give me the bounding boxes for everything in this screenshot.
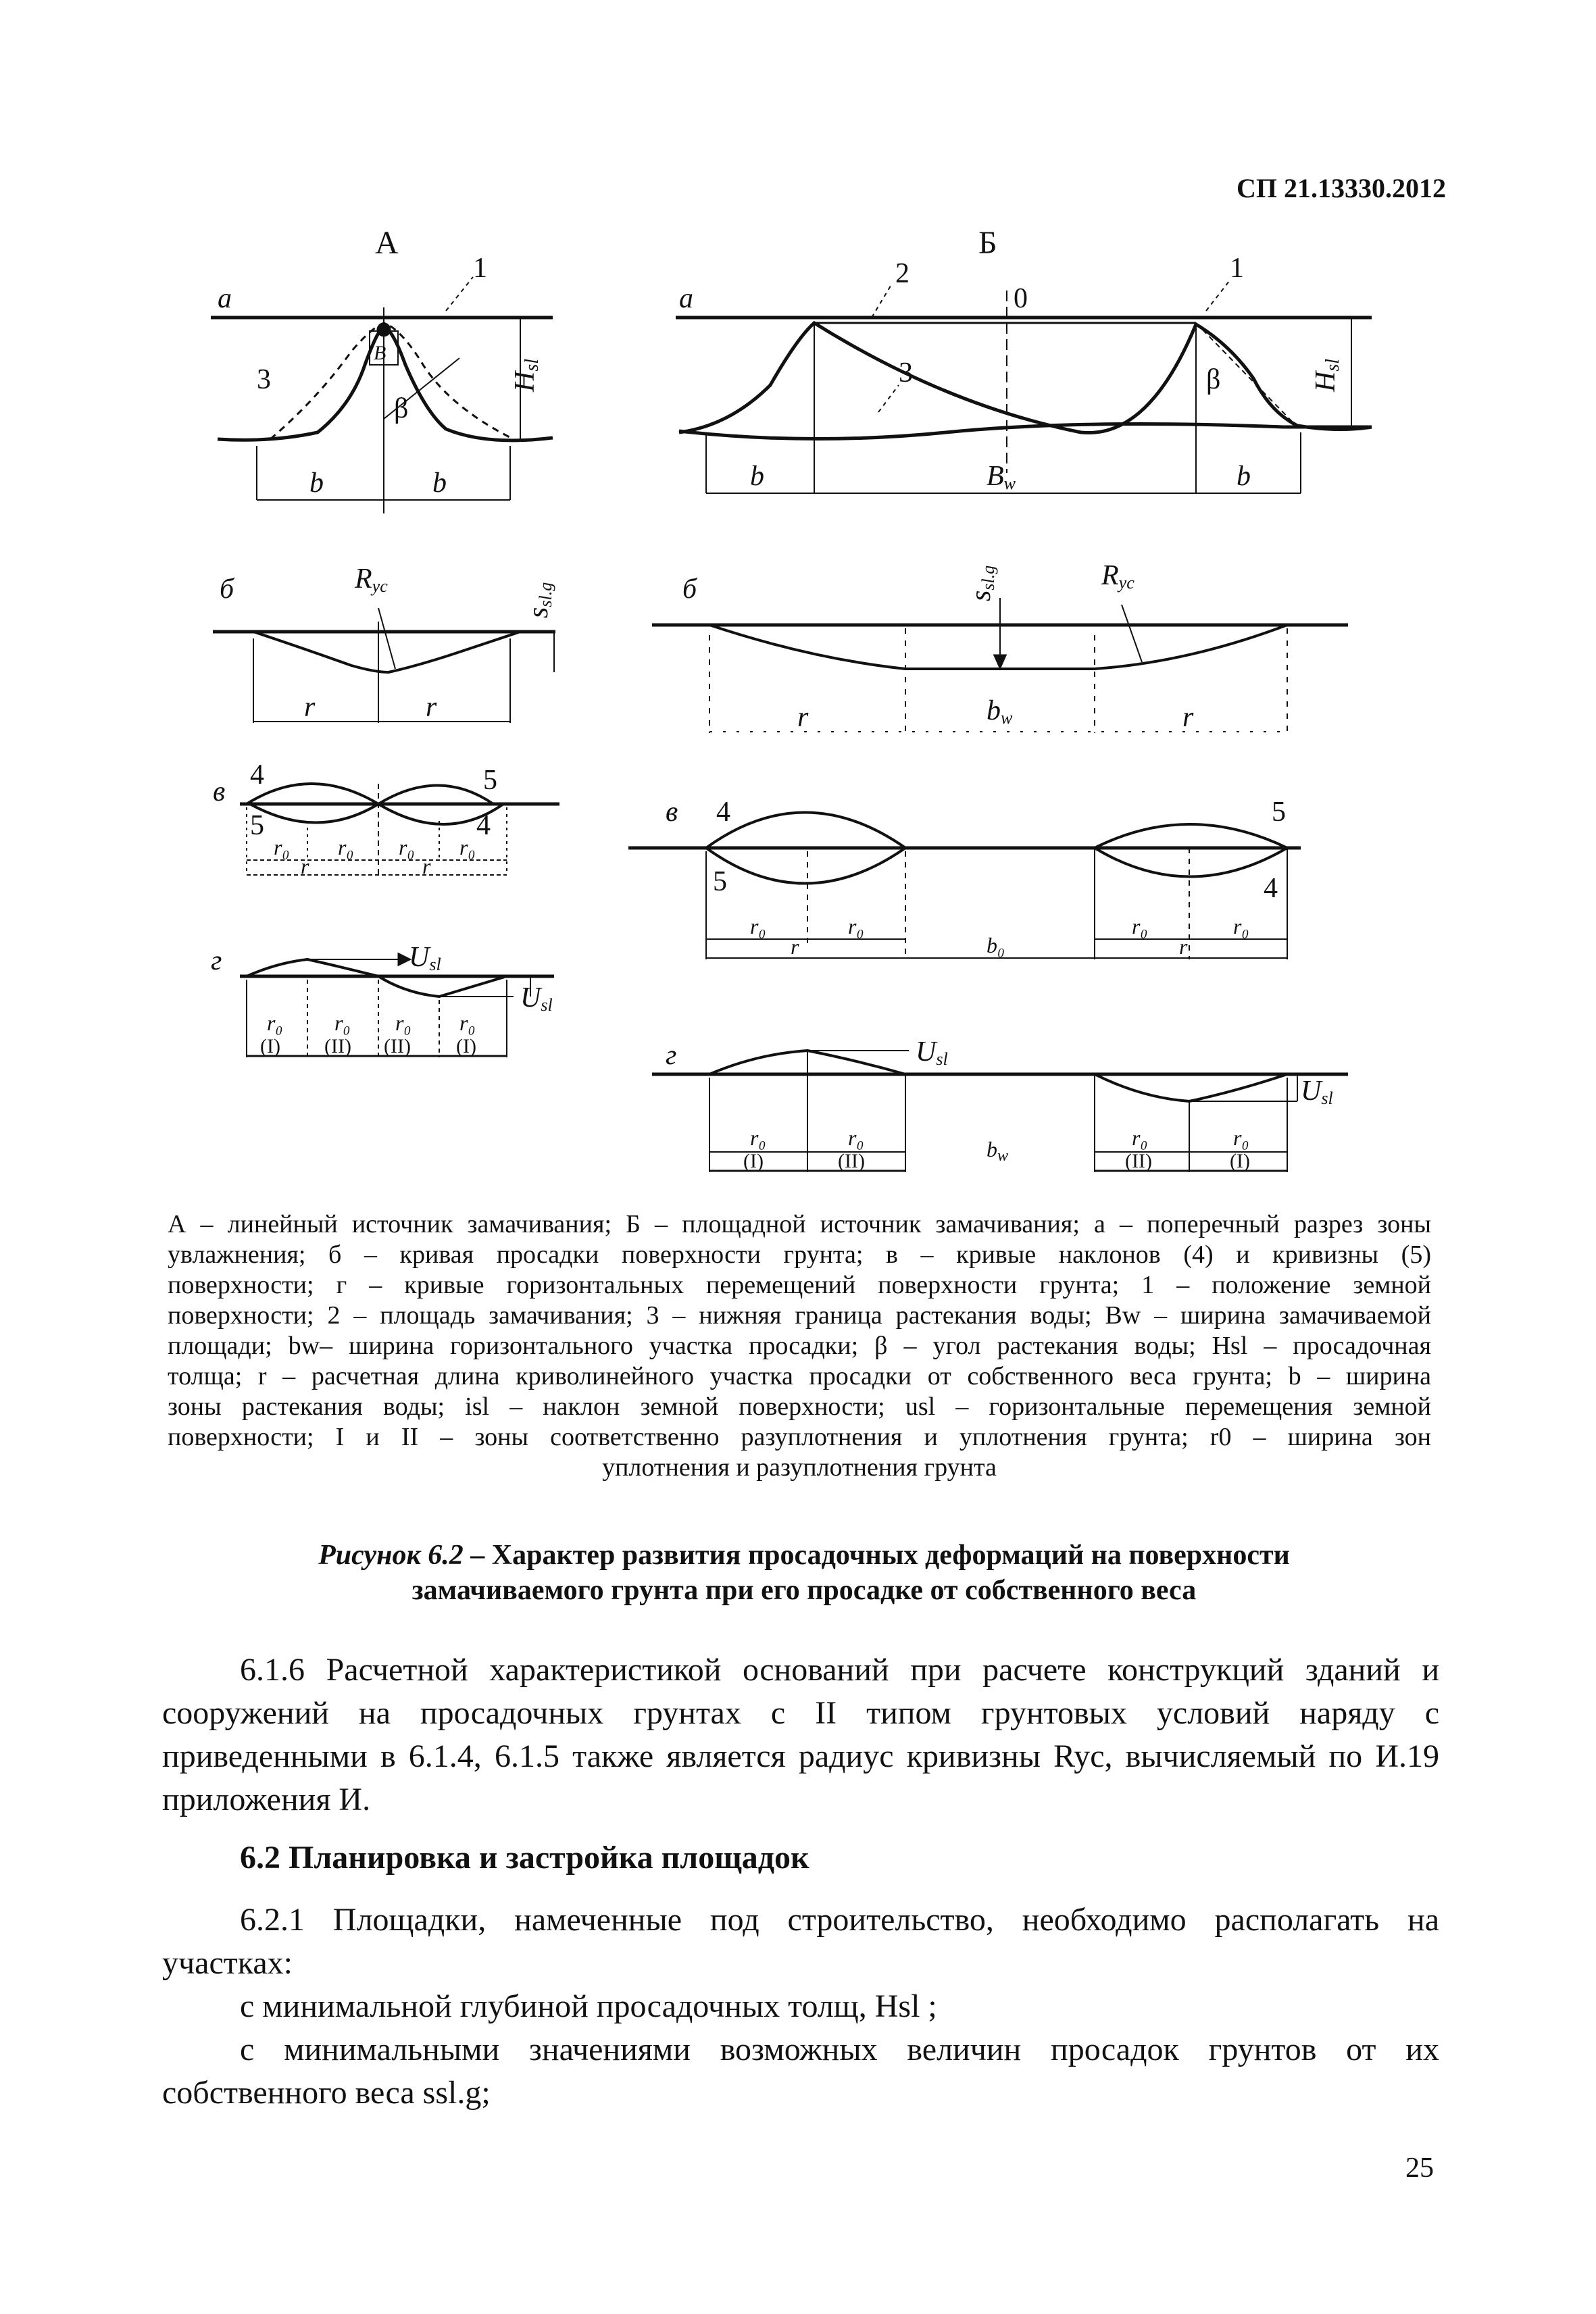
label-A-g-r0-2: r₀ xyxy=(334,1011,351,1035)
label-B-4-bottom: 4 xyxy=(1264,873,1278,904)
label-B-b0: b₀ xyxy=(987,933,1005,957)
caption-line-2: замачиваемого грунта при его просадке от собственного веса xyxy=(412,1575,1197,1606)
label-A-r-left: r xyxy=(304,692,316,723)
label-B-2: 2 xyxy=(895,258,909,289)
label-A-g-r0-1: r₀ xyxy=(267,1011,283,1035)
diagram-B-slopes xyxy=(628,813,1301,960)
label-A-r-right: r xyxy=(426,692,437,723)
figure-legend xyxy=(168,1209,1431,1483)
figure-number: Рисунок 6.2 xyxy=(318,1540,464,1571)
diagram-A-settlement xyxy=(213,608,555,723)
label-B-3: 3 xyxy=(899,357,913,388)
label-A-r0-2: r₀ xyxy=(338,835,354,859)
label-A-r-v-left: r xyxy=(301,854,309,878)
legend-line: уплотнения и разуплотнения грунта xyxy=(602,1453,997,1482)
label-B-Ryc: Ryc xyxy=(1101,560,1134,593)
label-B-r0-2: r₀ xyxy=(848,914,864,938)
label-B-Usl-top: Usl xyxy=(916,1036,948,1069)
label-B-b-right: b xyxy=(1237,461,1251,492)
label-A-g: г xyxy=(211,945,222,976)
document-code: СП 21.13330.2012 xyxy=(1237,173,1446,203)
label-A-5-top: 5 xyxy=(483,765,497,796)
section-heading: 6.2 Планировка и застройка площадок xyxy=(240,1840,809,1876)
label-B-0: 0 xyxy=(1014,283,1028,314)
legend-line: поверхности; 2 – площадь замачивания; 3 – нижняя граница растекания воды; Bw – ширина замачиваемой xyxy=(168,1301,1431,1330)
paragraph-6-2-1 xyxy=(162,1898,1439,2115)
label-A-r0-3: r₀ xyxy=(399,835,415,859)
paragraph-6-1-6 xyxy=(162,1649,1439,1821)
paragraph-line: сооружений на просадочных грунтах с II типом грунтовых условий наряду с xyxy=(162,1695,1439,1731)
label-B-4-top: 4 xyxy=(716,797,730,828)
caption-line-1: Характер развития просадочных деформаций на поверхности xyxy=(491,1540,1290,1571)
legend-line: увлажнения; б – кривая просадки поверхности грунта; в – кривые наклонов (4) и кривизны (5) xyxy=(168,1240,1431,1269)
label-B-g-r0-4: r₀ xyxy=(1233,1126,1249,1150)
list-item: с минимальными значениями возможных величин просадок грунтов от их xyxy=(240,2032,1439,2067)
label-B: Б xyxy=(978,225,997,261)
label-B-r-v-right: r xyxy=(1179,934,1188,959)
label-B-a: а xyxy=(679,283,693,314)
label-B-s: ssl.g xyxy=(966,565,998,601)
label-A-4-bottom: 4 xyxy=(476,810,491,841)
label-A-r-v-right: r xyxy=(422,854,431,878)
paragraph-line: 6.1.6 Расчетной характеристикой оснований при расчете конструкций зданий и xyxy=(240,1652,1439,1688)
legend-line: площади; bw– ширина горизонтального участка просадки; β – угол растекания воды; Hsl – просадочная xyxy=(168,1332,1431,1360)
paragraph-line: участках: xyxy=(162,1945,293,1981)
label-B-r-v-left: r xyxy=(791,934,799,959)
label-A-1: 1 xyxy=(473,253,487,284)
label-A-Usl-top: Usl xyxy=(409,942,441,974)
legend-line: поверхности; г – кривые горизонтальных перемещений поверхности грунта; 1 – положение земной xyxy=(168,1271,1431,1299)
label-B-beta: β xyxy=(1206,364,1221,395)
label-B-r0-3: r₀ xyxy=(1132,914,1148,938)
paragraph-line: приложения И. xyxy=(162,1782,371,1817)
label-B-r0-1: r₀ xyxy=(750,914,766,938)
legend-line: зоны растекания воды; isl – наклон земной поверхности; usl – горизонтальные перемещения земной xyxy=(168,1392,1431,1421)
paragraph-line: приведенными в 6.1.4, 6.1.5 также является радиус кривизны Ryc, вычисляемый по И.19 xyxy=(162,1738,1439,1774)
figure-caption xyxy=(169,1538,1439,1608)
label-B-b-left: b xyxy=(750,461,764,492)
label-A-zone-I-right: (I) xyxy=(456,1035,476,1057)
label-B-zone-I-left: (I) xyxy=(743,1150,764,1172)
label-A-r0-1: r₀ xyxy=(274,835,290,859)
legend-line: поверхности; I и II – зоны соответственно разуплотнения и уплотнения грунта; r0 – ширина зон xyxy=(168,1423,1431,1451)
label-A-Usl-bottom: Usl xyxy=(520,982,553,1015)
label-A-4-top: 4 xyxy=(250,759,264,790)
label-A-Ryc: Ryc xyxy=(355,563,388,596)
label-A-g-r0-3: r₀ xyxy=(395,1011,412,1035)
diagram-A-slopes xyxy=(240,784,559,875)
label-B-1: 1 xyxy=(1230,253,1244,284)
label-B-g-r0-2: r₀ xyxy=(848,1126,864,1150)
label-B-g: г xyxy=(666,1040,677,1071)
label-B-v: в xyxy=(666,797,678,828)
page-number: 25 xyxy=(1405,2153,1434,2184)
label-B-5-top: 5 xyxy=(1272,797,1286,828)
label-A-g-r0-4: r₀ xyxy=(459,1011,476,1035)
label-A-v: в xyxy=(213,776,226,807)
label-A-b: б xyxy=(220,574,234,605)
label-A-zone-II-left: (II) xyxy=(324,1035,351,1057)
label-B-Bw: Bw xyxy=(987,461,1016,493)
list-item: с минимальной глубиной просадочных толщ, Hsl ; xyxy=(240,1988,937,2024)
label-B-zone-II-left: (II) xyxy=(838,1150,865,1172)
label-A-Bw: B xyxy=(374,342,386,364)
label-A-zone-I-left: (I) xyxy=(260,1035,280,1057)
label-A: А xyxy=(375,225,399,261)
label-B-b: б xyxy=(682,574,697,605)
label-B-zone-II-right: (II) xyxy=(1125,1150,1152,1172)
label-B-r0-4: r₀ xyxy=(1233,914,1249,938)
label-B-g-bw: bw xyxy=(987,1137,1009,1165)
label-A-3: 3 xyxy=(257,364,271,395)
label-A-a: а xyxy=(218,283,232,314)
legend-line: толща; r – расчетная длина криволинейного участка просадки от собственного веса грунта; b – ширина xyxy=(168,1362,1431,1390)
label-A-r0-4: r₀ xyxy=(459,835,476,859)
label-A-s: ssl.g xyxy=(523,582,555,618)
diagram-A-cross-section xyxy=(211,277,553,513)
label-B-Hsl: Hsl xyxy=(1310,358,1343,392)
label-B-bw: bw xyxy=(987,695,1013,728)
paragraph-line: 6.2.1 Площадки, намеченные под строительство, необходимо располагать на xyxy=(240,1902,1439,1938)
caption-dash: – xyxy=(463,1540,492,1571)
label-A-Hsl: Hsl xyxy=(509,358,543,392)
label-B-g-r0-3: r₀ xyxy=(1132,1126,1148,1150)
label-B-5-bottom: 5 xyxy=(713,866,727,897)
label-A-b-left: b xyxy=(309,468,324,499)
label-A-beta: β xyxy=(394,393,409,424)
label-A-b-right: b xyxy=(432,468,447,499)
legend-line: А – линейный источник замачивания; Б – площадной источник замачивания; а – поперечный разрез зоны xyxy=(168,1210,1431,1238)
label-B-zone-I-right: (I) xyxy=(1230,1150,1250,1172)
label-B-Usl-bottom: Usl xyxy=(1301,1076,1333,1108)
list-item-continuation: собственного веса ssl.g; xyxy=(162,2075,491,2111)
label-B-r-right: r xyxy=(1182,702,1194,733)
label-B-g-r0-1: r₀ xyxy=(750,1126,766,1150)
label-B-r-left: r xyxy=(797,702,809,733)
label-A-5-bottom: 5 xyxy=(250,810,264,841)
label-A-zone-II-right: (II) xyxy=(384,1035,411,1057)
